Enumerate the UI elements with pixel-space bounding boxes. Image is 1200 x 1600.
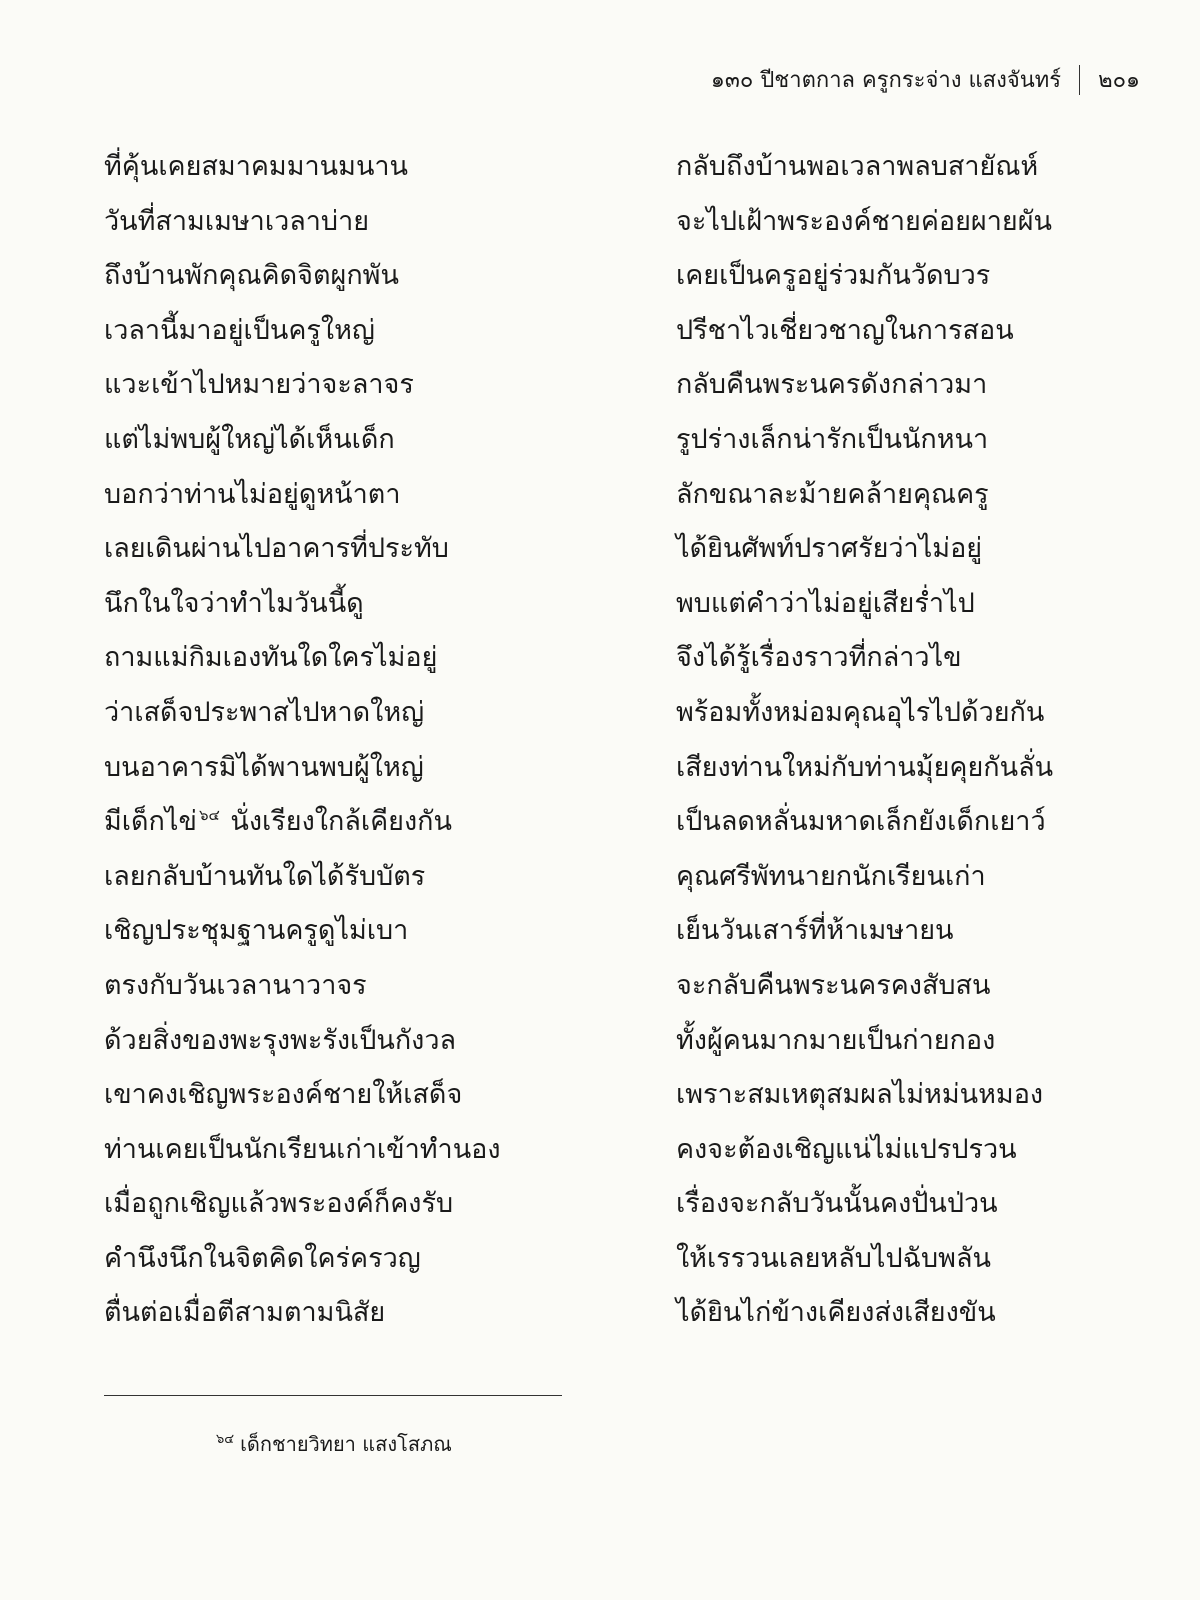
poem-line: พร้อมทั้งหม่อมคุณอุไรไปด้วยกัน xyxy=(676,696,1045,728)
running-header xyxy=(711,62,1140,97)
poem-line: รูปร่างเล็กน่ารักเป็นนักหนา xyxy=(676,423,989,455)
poem-line: เสียงท่านใหม่กับท่านมุ้ยคุยกันลั่น xyxy=(676,751,1054,783)
poem-line: ตรงกับวันเวลานาวาจร xyxy=(104,969,367,1001)
poem-line: ทั้งผู้คนมากมายเป็นก่ายกอง xyxy=(676,1024,996,1056)
poem-line: จะไปเฝ้าพระองค์ชายค่อยผายผัน xyxy=(676,205,1052,237)
poem-line: ตื่นต่อเมื่อตีสามตามนิสัย xyxy=(104,1297,386,1329)
poem-line: เป็นลดหลั่นมหาดเล็กยังเด็กเยาว์ xyxy=(676,806,1046,838)
poem-line-end: นั่งเรียงใกล้เคียงกัน xyxy=(221,806,452,838)
poem-line: คุณศรีพัทนายกนักเรียนเก่า xyxy=(676,860,986,892)
poem-left-column xyxy=(104,140,624,1341)
poem-line: เชิญประชุมฐานครูดูไม่เบา xyxy=(104,915,409,947)
poem-line: ที่คุ้นเคยสมาคมมานมนาน xyxy=(104,151,409,182)
poem-line: เลยเดินผ่านไปอาคารที่ประทับ xyxy=(104,533,449,565)
poem-line: เรื่องจะกลับวันนั้นคงปั่นป่วน xyxy=(676,1188,998,1220)
page-number: ๒๐๑ xyxy=(1098,68,1140,93)
poem-line: เวลานี้มาอยู่เป็นครูใหญ่ xyxy=(104,314,375,346)
poem-right-column xyxy=(676,140,1176,1341)
poem-line: ได้ยินไก่ข้างเคียงส่งเสียงขัน xyxy=(676,1297,996,1329)
poem-line: ท่านเคยเป็นนักเรียนเก่าเข้าทำนอง xyxy=(104,1133,501,1165)
poem-line: ปรีชาไวเชี่ยวชาญในการสอน xyxy=(676,314,1014,346)
footnote-reference: ๖๔ xyxy=(198,806,220,825)
poem-line: ด้วยสิ่งของพะรุงพะรังเป็นกังวล xyxy=(104,1024,457,1056)
poem-line: วันที่สามเมษาเวลาบ่าย xyxy=(104,205,370,237)
poem-line: เขาคงเชิญพระองค์ชายให้เสด็จ xyxy=(104,1079,463,1111)
poem-line: ถึงบ้านพักคุณคิดจิตผูกพัน xyxy=(104,260,399,292)
poem-line: คำนึงนึกในจิตคิดใคร่ครวญ xyxy=(104,1242,421,1274)
poem-line: ลักขณาละม้ายคล้ายคุณครู xyxy=(676,478,989,510)
header-separator xyxy=(1079,65,1080,95)
poem-line: กลับคืนพระนครดังกล่าวมา xyxy=(676,369,988,401)
footnote-number: ๖๔ xyxy=(216,1432,235,1448)
header-title: ๑๓๐ ปีชาตกาล ครูกระจ่าง แสงจันทร์ xyxy=(710,68,1062,93)
poem-line: แต่ไม่พบผู้ใหญ่ได้เห็นเด็ก xyxy=(104,423,395,455)
poem-line: เย็นวันเสาร์ที่ห้าเมษายน xyxy=(676,915,954,947)
poem-line: จึงได้รู้เรื่องราวที่กล่าวไข xyxy=(676,642,962,674)
footnote xyxy=(216,1428,452,1460)
poem-line: เลยกลับบ้านทันใดได้รับบัตร xyxy=(104,860,426,892)
poem-line: เมื่อถูกเชิญแล้วพระองค์ก็คงรับ xyxy=(104,1188,454,1220)
poem-line: แวะเข้าไปหมายว่าจะลาจร xyxy=(104,369,414,401)
poem-line-start: มีเด็กไข่ xyxy=(104,806,197,838)
poem-line: ได้ยินศัพท์ปราศรัยว่าไม่อยู่ xyxy=(676,533,983,565)
poem-line: คงจะต้องเชิญแน่ไม่แปรปรวน xyxy=(676,1133,1017,1165)
footnote-divider xyxy=(104,1395,562,1396)
poem-line: พบแต่คำว่าไม่อยู่เสียร่ำไป xyxy=(676,587,975,619)
poem-line: ถามแม่กิมเองทันใดใครไม่อยู่ xyxy=(104,642,438,674)
footnote-text: เด็กชายวิทยา แสงโสภณ xyxy=(240,1432,452,1456)
poem-line: ให้เรรวนเลยหลับไปฉับพลัน xyxy=(676,1242,991,1274)
poem-line: บอกว่าท่านไม่อยู่ดูหน้าตา xyxy=(104,478,401,510)
poem-line: เคยเป็นครูอยู่ร่วมกันวัดบวร xyxy=(676,260,991,292)
poem-line: กลับถึงบ้านพอเวลาพลบสายัณห์ xyxy=(676,151,1039,182)
poem-line: บนอาคารมิได้พานพบผู้ใหญ่ xyxy=(104,751,424,783)
poem-line: จะกลับคืนพระนครคงสับสน xyxy=(676,969,991,1001)
poem-line: เพราะสมเหตุสมผลไม่หม่นหมอง xyxy=(676,1079,1044,1111)
poem-line: ว่าเสด็จประพาสไปหาดใหญ่ xyxy=(104,696,425,728)
poem-line-with-footnote xyxy=(104,795,624,850)
poem-line: นึกในใจว่าทำไมวันนี้ดู xyxy=(104,587,364,619)
